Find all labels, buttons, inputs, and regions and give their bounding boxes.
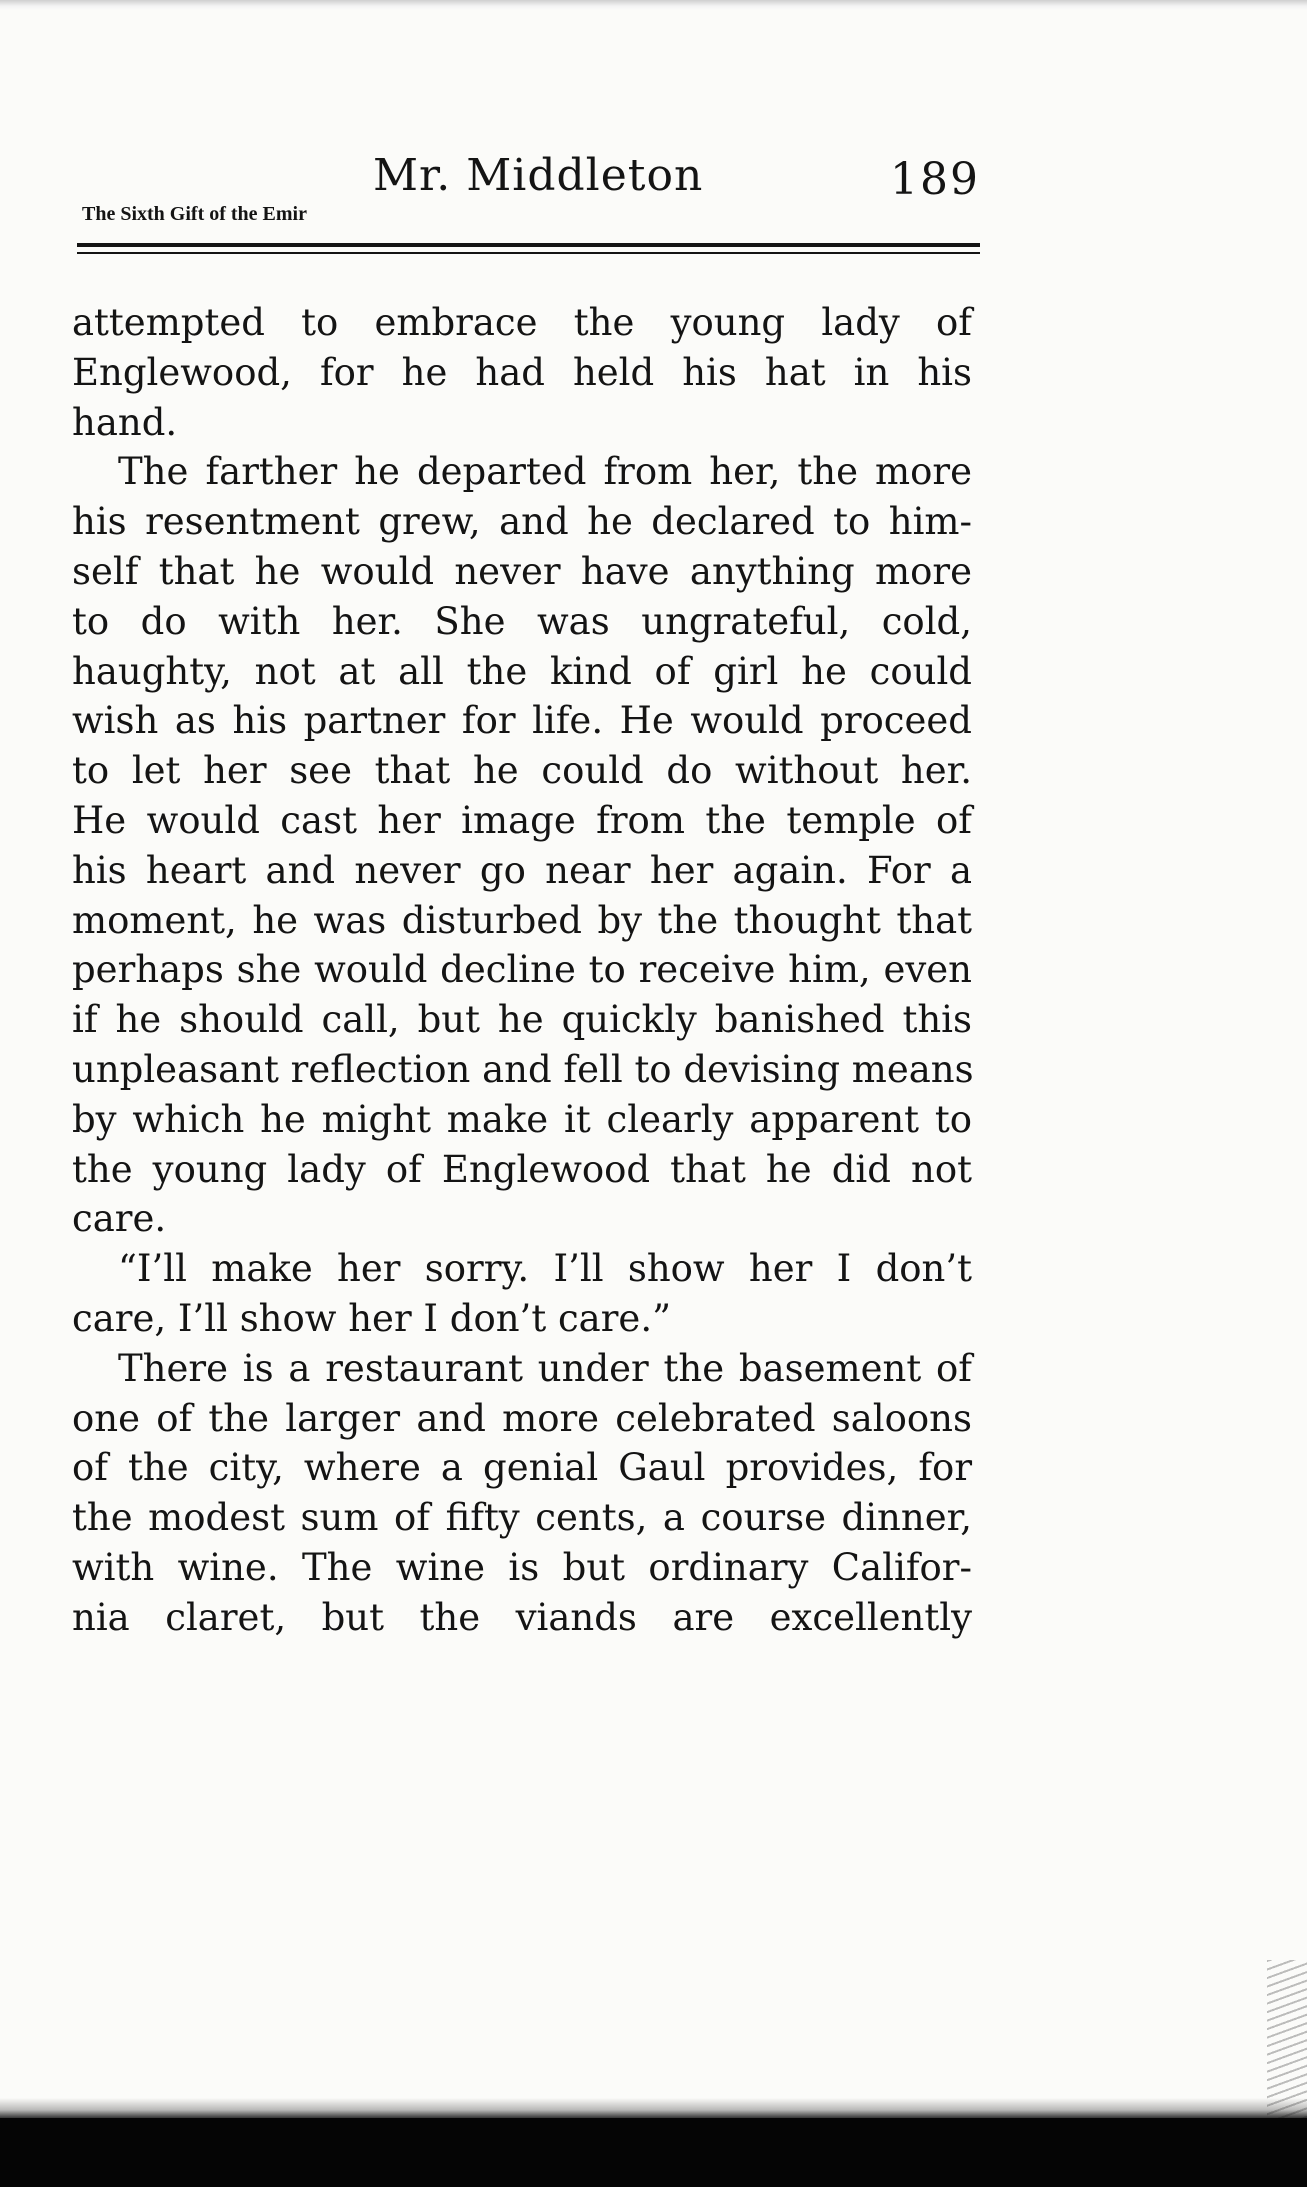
text-line: care. — [72, 1197, 167, 1241]
page-header — [77, 150, 980, 240]
text-line: his heart and never go near her again. For a — [72, 848, 972, 892]
text-line: one of the larger and more celebrated saloons — [72, 1396, 972, 1440]
text-line: self that he would never have anything more — [72, 549, 972, 593]
page-number: 189 — [890, 154, 980, 205]
text-line: his resentment grew, and he declared to him- — [72, 500, 972, 544]
text-line: He would cast her image from the temple of — [72, 798, 972, 842]
scan-bottom-band — [0, 2118, 1307, 2187]
text-line: by which he might make it clearly apparent to — [72, 1097, 972, 1141]
text-line: “I’ll make her sorry. I’ll show her I don’t — [118, 1247, 972, 1291]
text-line: There is a restaurant under the basement of — [118, 1346, 972, 1390]
body-text — [72, 298, 972, 1643]
text-line: wish as his partner for life. He would proceed — [72, 699, 972, 743]
text-line: unpleasant reflection and fell to devising means — [72, 1047, 974, 1091]
text-line: the modest sum of fifty cents, a course dinner, — [72, 1496, 972, 1540]
book-title: The Sixth Gift of the Emir — [82, 203, 307, 225]
scan-top-edge — [0, 0, 1307, 10]
text-line: nia claret, but the viands are excellently — [72, 1595, 972, 1639]
running-title: Mr. Middleton — [373, 150, 704, 201]
text-line: if he should call, but he quickly banished this — [72, 998, 972, 1042]
text-line: The farther he departed from her, the more — [118, 450, 972, 494]
text-line: to let her see that he could do without her. — [72, 749, 972, 793]
text-line: perhaps she would decline to receive him, even — [72, 948, 972, 992]
text-line: haughty, not at all the kind of girl he could — [72, 649, 972, 693]
text-line: moment, he was disturbed by the thought that — [72, 898, 972, 942]
header-rule-thin — [77, 252, 980, 254]
text-line: with wine. The wine is but ordinary Califor- — [72, 1545, 972, 1589]
scan-edge-specks — [1267, 1960, 1307, 2120]
scan-bottom-noise — [0, 2098, 1307, 2120]
text-line: attempted to embrace the young lady of — [72, 301, 972, 344]
text-line: care, I’ll show her I don’t care.” — [72, 1296, 671, 1340]
text-line: to do with her. She was ungrateful, cold, — [72, 599, 972, 643]
text-line: the young lady of Englewood that he did not — [72, 1147, 972, 1191]
text-line: of the city, where a genial Gaul provides, for — [72, 1446, 972, 1490]
text-line: hand. — [72, 400, 178, 444]
header-rule-thick — [77, 243, 980, 247]
text-line: Englewood, for he had held his hat in his — [72, 350, 972, 394]
